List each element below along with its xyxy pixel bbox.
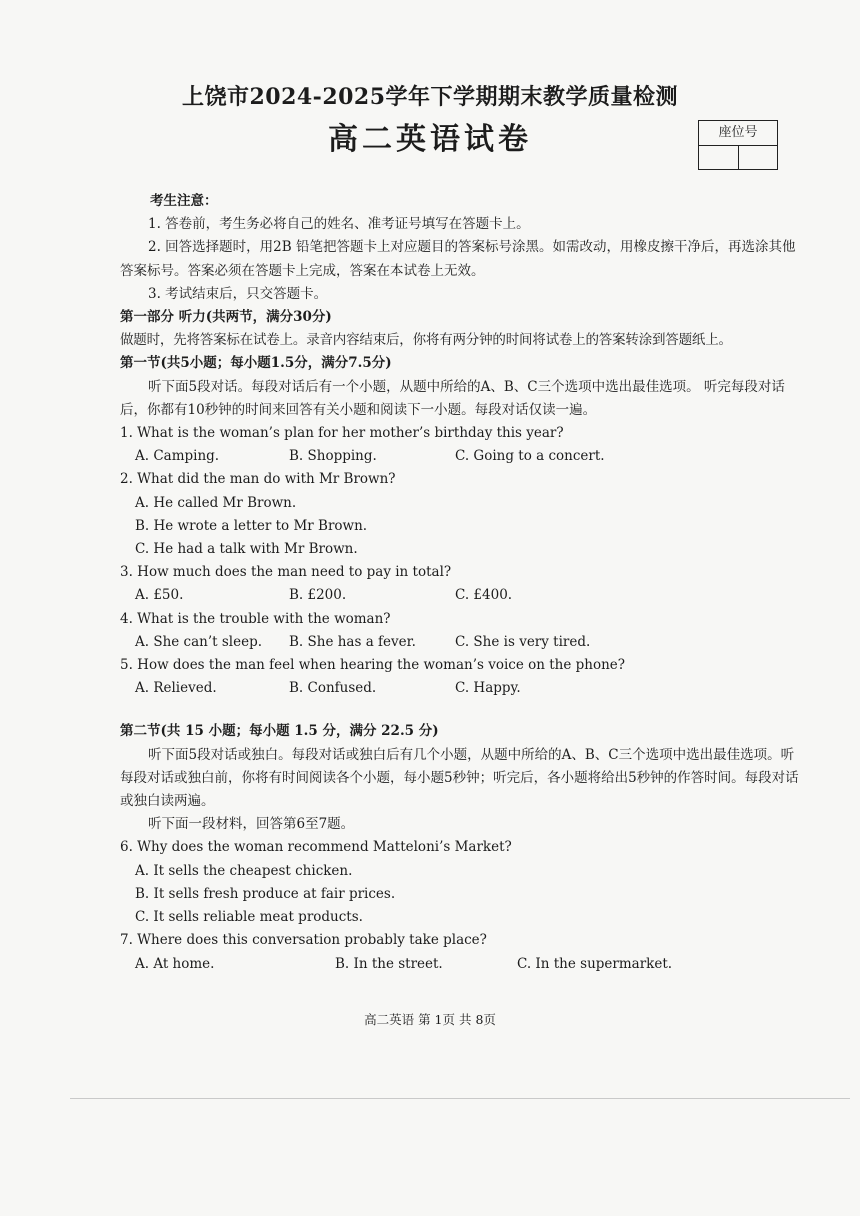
option-a: A. Camping. — [135, 448, 220, 465]
option-a: A. Relieved. — [135, 680, 217, 697]
seat-number-box — [698, 120, 778, 170]
seat-number-cells — [699, 146, 777, 170]
seat-cell-2 — [739, 146, 778, 170]
notice-heading: 考生注意： — [150, 193, 218, 209]
options-row — [120, 584, 800, 607]
question: 4. What is the trouble with the woman? — [120, 610, 391, 627]
question: 5. How does the man feel when hearing the woman’s voice on the phone? — [120, 657, 626, 674]
question: 3. How much does the man need to pay in total? — [120, 564, 452, 581]
notice-item: 3. 考试结束后，只交答题卡。 — [148, 285, 328, 302]
page-footer: 高二英语 第 1页 共 8页 — [364, 1012, 496, 1027]
option-a: A. It sells the cheapest chicken. — [135, 862, 353, 879]
section1-instruction: 听下面5段对话。每段对话后有一个小题，从题中所给的A、B、C三个选项中选出最佳选项。 听完每段对话后，你都有10秒钟的时间来回答有关小题和阅读下一小题。每段对话仅读一遍。 — [120, 378, 785, 418]
part1-instruction: 做题时，先将答案标在试卷上。录音内容结束后，你将有两分钟的时间将试卷上的答案转涂到答题纸上。 — [120, 332, 732, 349]
option-c: C. It sells reliable meat products. — [135, 909, 363, 926]
option-a: A. £50. — [135, 587, 184, 604]
options-row — [120, 677, 800, 700]
options-row — [120, 631, 800, 654]
option-c: C. In the supermarket. — [517, 955, 673, 972]
option-c: C. £400. — [455, 587, 513, 604]
options-row — [120, 953, 800, 976]
part1-heading: 第一部分 听力(共两节，满分30分) — [120, 309, 332, 326]
option-b: B. He wrote a letter to Mr Brown. — [135, 517, 368, 534]
section2-instruction: 听下面5段对话或独白。每段对话或独白后有几个小题，从题中所给的A、B、C三个选项中选出最佳选项。听每段对话或独白前，你将有时间阅读各个小题，每小题5秒钟；听完后，各小题将给出5秒钟的作答时间。每段对话或独白读两遍。 — [120, 746, 799, 810]
option-a: A. He called Mr Brown. — [135, 494, 297, 511]
section1-heading: 第一节(共5小题；每小题1.5分，满分7.5分) — [120, 355, 392, 372]
section2-heading: 第二节(共 15 小题；每小题 1.5 分，满分 22.5 分) — [120, 723, 439, 740]
option-a: A. She can’t sleep. — [135, 633, 263, 650]
option-b: B. It sells fresh produce at fair prices. — [135, 885, 396, 902]
options-row — [120, 445, 800, 468]
notice-item: 1. 答卷前，考生务必将自己的姓名、准考证号填写在答题卡上。 — [148, 216, 530, 233]
section2-sub-instruction: 听下面一段材料，回答第6至7题。 — [148, 816, 355, 833]
option-b: B. £200. — [289, 587, 347, 604]
scan-edge-line — [70, 1098, 850, 1099]
question: 1. What is the woman’s plan for her mother’s birthday this year? — [120, 425, 564, 442]
exam-title: 上饶市2024-2025学年下学期期末教学质量检测 — [181, 84, 679, 110]
question: 7. Where does this conversation probably take place? — [120, 932, 487, 949]
option-a: A. At home. — [135, 955, 215, 972]
option-c: C. Happy. — [455, 680, 521, 697]
question: 2. What did the man do with Mr Brown? — [120, 471, 396, 488]
notice-item: 2. 回答选择题时，用2B 铅笔把答题卡上对应题目的答案标号涂黑。如需改动，用橡皮擦干净后，再选涂其他答案标号。答案必须在答题卡上完成，答案在本试卷上无效。 — [120, 239, 796, 279]
option-b: B. In the street. — [335, 955, 443, 972]
option-b: B. She has a fever. — [289, 633, 416, 650]
exam-content — [120, 190, 800, 976]
exam-subtitle: 高二英语试卷 — [328, 122, 532, 157]
option-b: B. Confused. — [289, 680, 377, 697]
section-gap — [120, 700, 800, 720]
option-c: C. Going to a concert. — [455, 448, 605, 465]
option-b: B. Shopping. — [289, 448, 377, 465]
question: 6. Why does the woman recommend Matteloni’s Market? — [120, 839, 512, 856]
option-c: C. He had a talk with Mr Brown. — [135, 541, 358, 558]
option-c: C. She is very tired. — [455, 633, 591, 650]
seat-number-label: 座位号 — [699, 121, 777, 146]
seat-cell-1 — [699, 146, 739, 170]
